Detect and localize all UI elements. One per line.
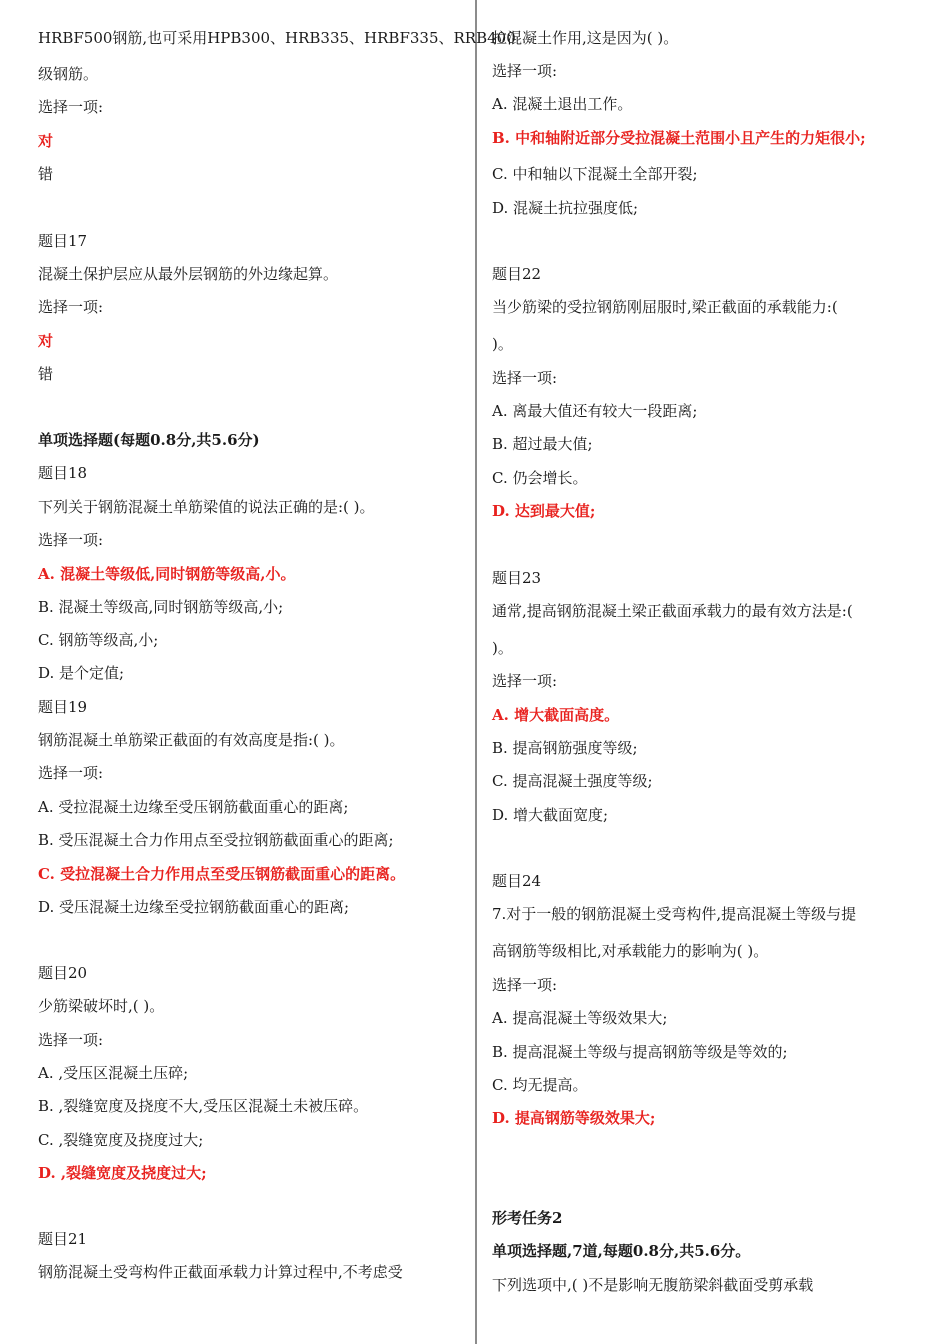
answer-option: C. 均无提高。 [492, 1076, 588, 1094]
question-number: 题目24 [492, 872, 542, 890]
question-number: 题目20 [38, 964, 88, 982]
question-number: 题目19 [38, 698, 88, 716]
text-line: 通常,提高钢筋混凝土梁正截面承载力的最有效方法是:( [492, 602, 853, 620]
answer-option-correct: A. 增大截面高度。 [492, 706, 620, 724]
choose-one-prompt: 选择一项: [38, 1031, 104, 1049]
section-heading: 单项选择题(每题0.8分,共5.6分) [38, 431, 260, 449]
answer-option: A. 离最大值还有较大一段距离; [492, 402, 698, 420]
answer-option: C. ,裂缝宽度及挠度过大; [38, 1131, 204, 1149]
text-line: 下列选项中,( )不是影响无腹筋梁斜截面受剪承载 [492, 1276, 814, 1294]
question-number: 题目17 [38, 232, 88, 250]
answer-option: D. 增大截面宽度; [492, 806, 609, 824]
text-line: 高钢筋等级相比,对承载能力的影响为( )。 [492, 942, 769, 960]
answer-option: C. 仍会增长。 [492, 469, 588, 487]
answer-option-correct: D. ,裂缝宽度及挠度过大; [38, 1164, 207, 1182]
answer-option: A. 受拉混凝土边缘至受压钢筋截面重心的距离; [38, 798, 349, 816]
question-number: 题目21 [38, 1230, 88, 1248]
text-line: 拉混凝土作用,这是因为( )。 [492, 29, 679, 47]
tf-option: 错 [38, 365, 54, 383]
answer-option: D. 受压混凝土边缘至受拉钢筋截面重心的距离; [38, 898, 350, 916]
text-line: 7.对于一般的钢筋混凝土受弯构件,提高混凝土等级与提 [492, 905, 857, 923]
question-number: 题目23 [492, 569, 542, 587]
answer-option: D. 混凝土抗拉强度低; [492, 199, 639, 217]
tf-option-correct: 对 [38, 132, 54, 150]
text-line: 少筋梁破坏时,( )。 [38, 997, 165, 1015]
answer-option-correct: C. 受拉混凝土合力作用点至受压钢筋截面重心的距离。 [38, 865, 406, 883]
question-number: 题目22 [492, 265, 542, 283]
answer-option: C. 钢筋等级高,小; [38, 631, 159, 649]
text-line: )。 [492, 335, 513, 353]
answer-option: B. 提高混凝土等级与提高钢筋等级是等效的; [492, 1043, 788, 1061]
answer-option: B. ,裂缝宽度及挠度不大,受压区混凝土未被压碎。 [38, 1097, 369, 1115]
answer-option-correct: A. 混凝土等级低,同时钢筋等级高,小。 [38, 565, 296, 583]
text-line: HRBF500钢筋,也可采用HPB300、HRB335、HRBF335、RRB400 [38, 29, 516, 47]
answer-option: B. 受压混凝土合力作用点至受拉钢筋截面重心的距离; [38, 831, 394, 849]
choose-one-prompt: 选择一项: [38, 531, 104, 549]
text-line: 当少筋梁的受拉钢筋刚屈服时,梁正截面的承载能力:( [492, 298, 838, 316]
text-line: 钢筋混凝土受弯构件正截面承载力计算过程中,不考虑受 [38, 1263, 403, 1281]
choose-one-prompt: 选择一项: [492, 976, 558, 994]
answer-option: C. 中和轴以下混凝土全部开裂; [492, 165, 698, 183]
tf-option: 错 [38, 165, 54, 183]
answer-option: B. 超过最大值; [492, 435, 593, 453]
choose-one-prompt: 选择一项: [38, 298, 104, 316]
answer-option: D. 是个定值; [38, 664, 125, 682]
answer-option: A. 混凝土退出工作。 [492, 95, 633, 113]
answer-option: A. ,受压区混凝土压碎; [38, 1064, 189, 1082]
choose-one-prompt: 选择一项: [492, 369, 558, 387]
answer-option: C. 提高混凝土强度等级; [492, 772, 653, 790]
answer-option: A. 提高混凝土等级效果大; [492, 1009, 668, 1027]
choose-one-prompt: 选择一项: [492, 672, 558, 690]
tf-option-correct: 对 [38, 332, 54, 350]
column-divider [475, 0, 477, 1344]
text-line: 混凝土保护层应从最外层钢筋的外边缘起算。 [38, 265, 339, 283]
text-line: 钢筋混凝土单筋梁正截面的有效高度是指:( )。 [38, 731, 345, 749]
answer-option-correct: B. 中和轴附近部分受拉混凝土范围小且产生的力矩很小; [492, 129, 866, 147]
choose-one-prompt: 选择一项: [492, 62, 558, 80]
text-line: )。 [492, 639, 513, 657]
choose-one-prompt: 选择一项: [38, 764, 104, 782]
choose-one-prompt: 选择一项: [38, 98, 104, 116]
answer-option: B. 提高钢筋强度等级; [492, 739, 638, 757]
section-heading: 单项选择题,7道,每题0.8分,共5.6分。 [492, 1242, 751, 1260]
section-heading: 形考任务2 [492, 1209, 563, 1227]
answer-option: B. 混凝土等级高,同时钢筋等级高,小; [38, 598, 284, 616]
question-number: 题目18 [38, 464, 88, 482]
text-line: 下列关于钢筋混凝土单筋梁值的说法正确的是:( )。 [38, 498, 375, 516]
text-line: 级钢筋。 [38, 65, 99, 83]
answer-option-correct: D. 达到最大值; [492, 502, 596, 520]
answer-option-correct: D. 提高钢筋等级效果大; [492, 1109, 656, 1127]
